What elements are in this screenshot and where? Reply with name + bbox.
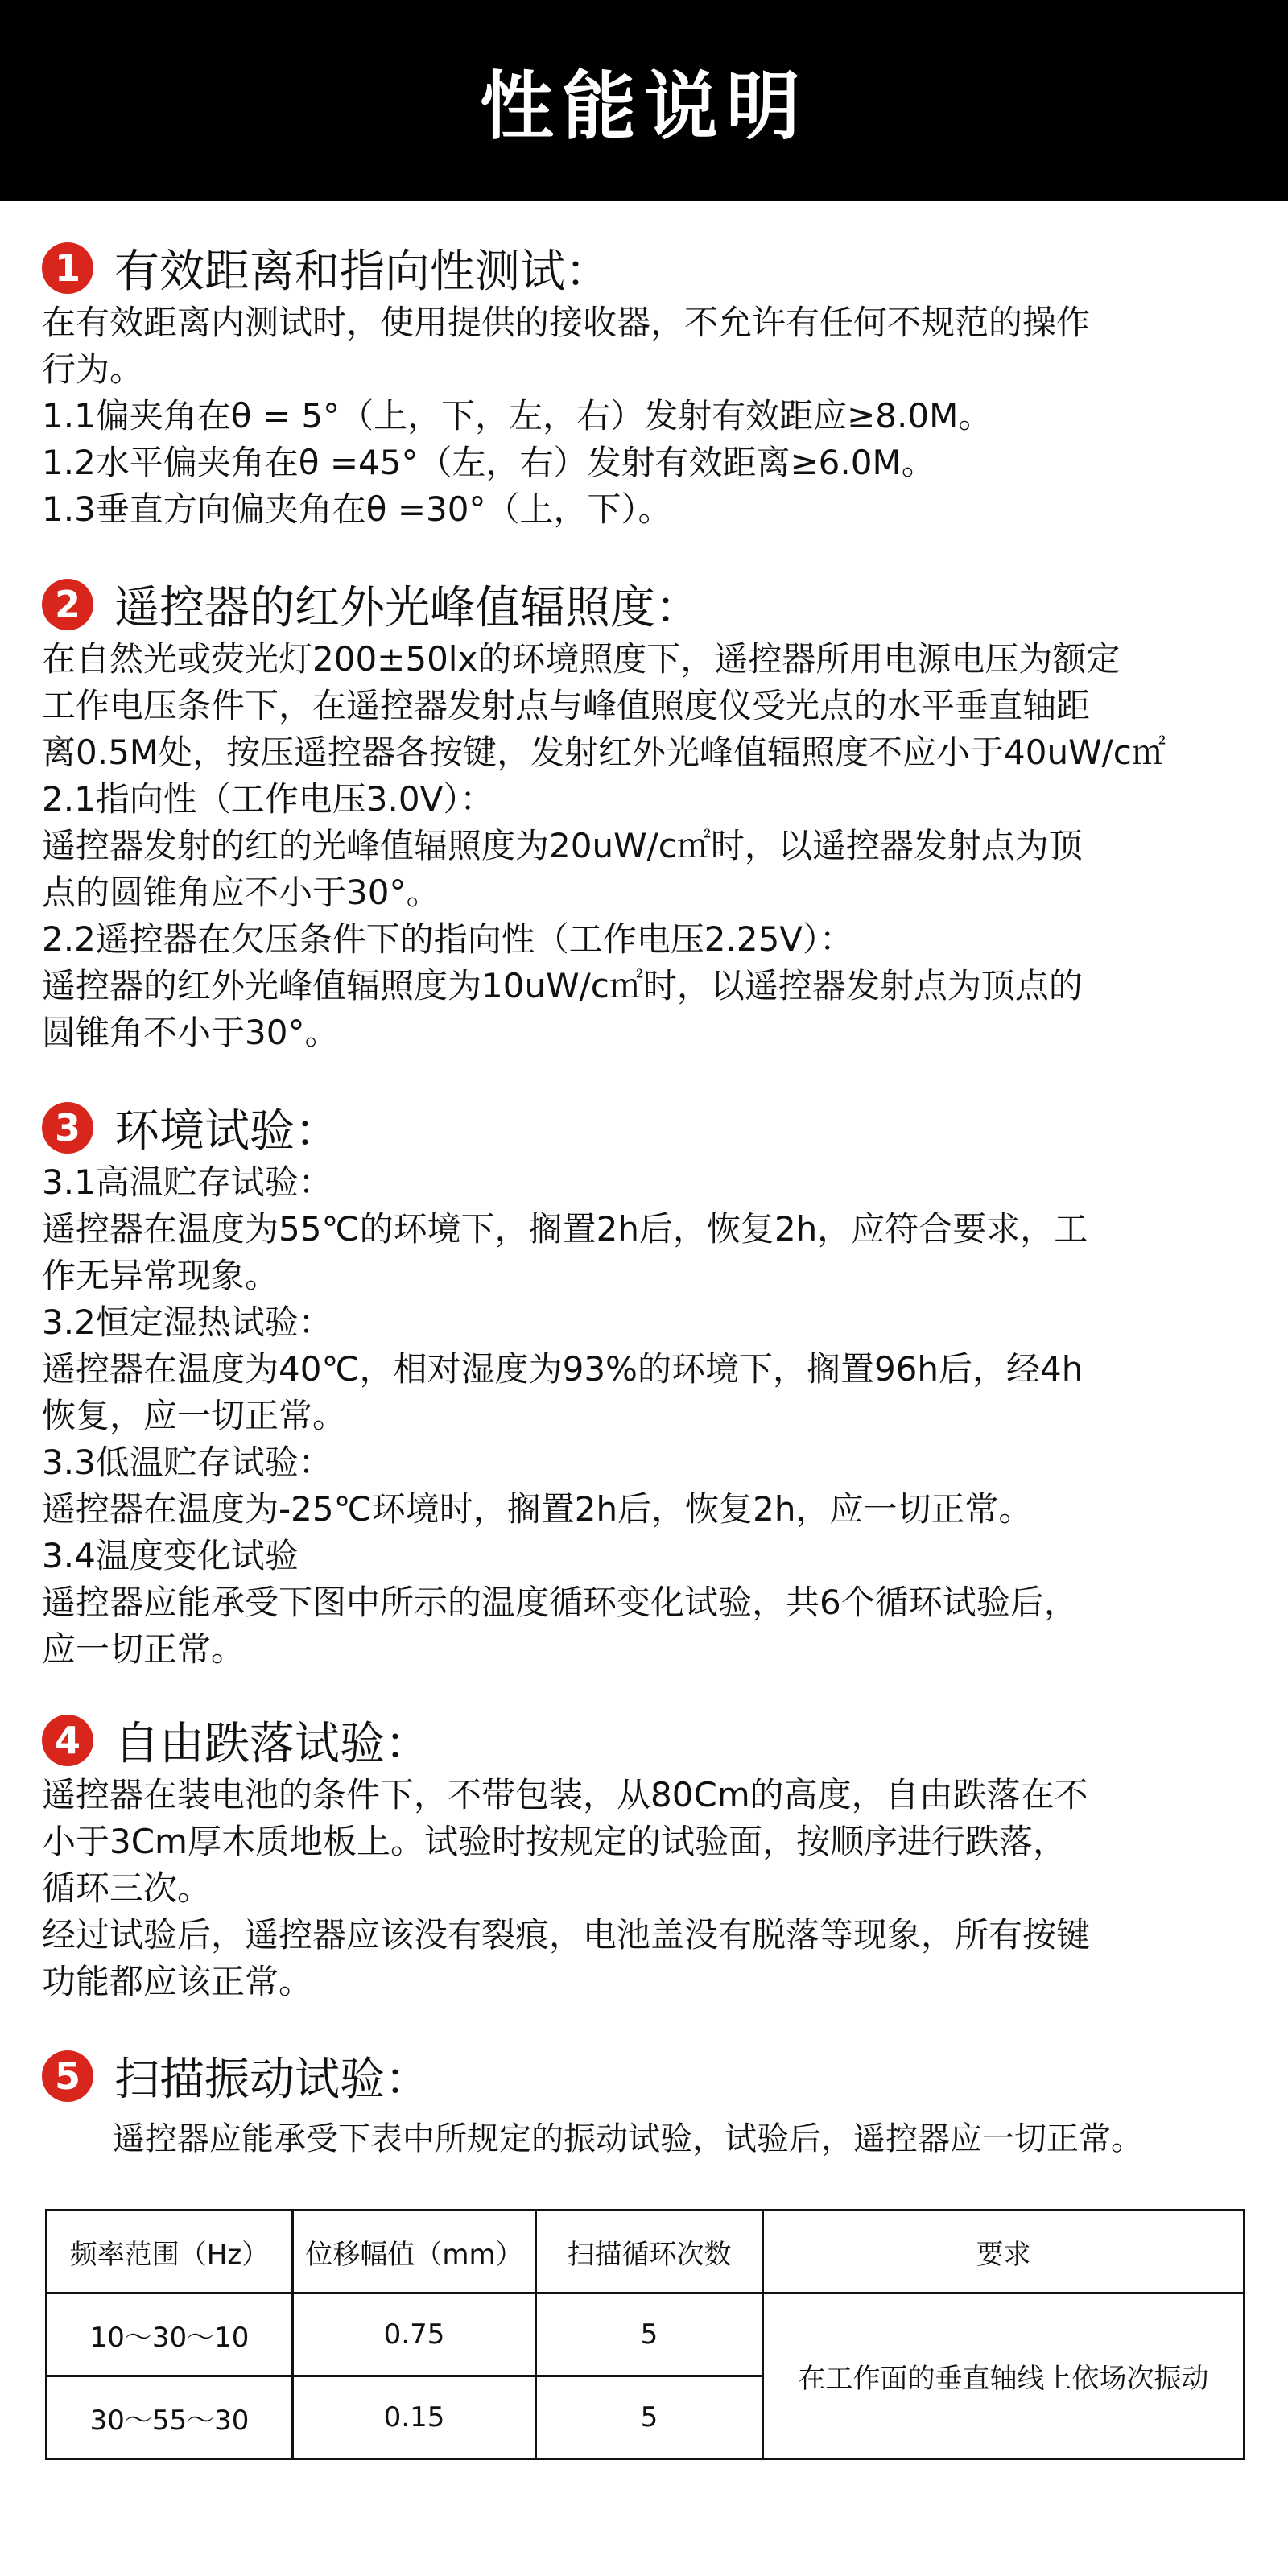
text-line: 遥控器应能承受下图中所示的温度循环变化试验，共6个循环试验后， bbox=[42, 1583, 1078, 1622]
number-badge-icon: 2 bbox=[42, 579, 93, 630]
table-header-cell: 频率范围（Hz） bbox=[47, 2211, 293, 2293]
table-cell: 5 bbox=[536, 2376, 763, 2459]
page-header bbox=[0, 0, 1288, 201]
section-heading bbox=[42, 237, 1257, 299]
number-badge-icon: 5 bbox=[42, 2050, 93, 2102]
text-line: 3.2恒定湿热试验： bbox=[42, 1302, 332, 1342]
text-line: 3.4温度变化试验 bbox=[42, 1536, 299, 1575]
table-cell: 0.75 bbox=[293, 2293, 536, 2376]
section-title: 遥控器的红外光峰值辐照度： bbox=[114, 582, 700, 634]
text-line: 工作电压条件下，在遥控器发射点与峰值照度仪受光点的水平垂直轴距 bbox=[42, 686, 1091, 725]
table-header-cell: 扫描循环次数 bbox=[536, 2211, 763, 2293]
text-line: 1.1偏夹角在θ = 5°（上，下，左，右）发射有效距应≥8.0M。 bbox=[42, 396, 993, 436]
text-line: 圆锥角不小于30°。 bbox=[42, 1013, 339, 1052]
text-line: 3.3低温贮存试验： bbox=[42, 1443, 332, 1482]
table-header-cell: 要求 bbox=[763, 2211, 1245, 2293]
text-line: 功能都应该正常。 bbox=[42, 1962, 313, 2001]
number-badge-icon: 3 bbox=[42, 1102, 93, 1154]
text-line: 1.2水平偏夹角在θ =45°（左，右）发射有效距离≥6.0M。 bbox=[42, 443, 935, 482]
text-line: 1.3垂直方向偏夹角在θ =30°（上，下）。 bbox=[42, 489, 672, 529]
text-line: 点的圆锥角应不小于30°。 bbox=[42, 873, 440, 912]
table-cell: 5 bbox=[536, 2293, 763, 2376]
number-badge-icon: 1 bbox=[42, 242, 93, 294]
text-line: 循环三次。 bbox=[42, 1868, 212, 1908]
text-line: 离0.5M处，按压遥控器各按键，发射红外光峰值辐照度不应小于40uW/c㎡ bbox=[42, 733, 1166, 772]
section-title: 自由跌落试验： bbox=[114, 1718, 430, 1770]
text-line: 在有效距离内测试时，使用提供的接收器，不允许有任何不规范的操作 bbox=[42, 303, 1091, 342]
section-heading bbox=[42, 573, 1257, 636]
page-title: 性能说明 bbox=[479, 64, 808, 150]
section-heading bbox=[42, 2045, 1257, 2107]
section-infrared-irradiance bbox=[42, 573, 1257, 1056]
table-cell: 0.15 bbox=[293, 2376, 536, 2459]
section-sweep-vibration-test bbox=[42, 2045, 1257, 2107]
section-environment-test bbox=[42, 1096, 1257, 1673]
text-line: 行为。 bbox=[42, 349, 144, 389]
table-header-cell: 位移幅值（mm） bbox=[293, 2211, 536, 2293]
table-header-row bbox=[47, 2211, 1245, 2293]
table-cell: 10～30～10 bbox=[47, 2293, 293, 2376]
section-title: 扫描振动试验： bbox=[114, 2054, 430, 2106]
text-line: 2.1指向性（工作电压3.0V）： bbox=[42, 779, 494, 819]
section-heading bbox=[42, 1709, 1257, 1772]
text-line: 遥控器在温度为55℃的环境下，搁置2h后，恢复2h，应符合要求，工 bbox=[42, 1209, 1088, 1249]
text-line: 遥控器在温度为40℃，相对湿度为93%的环境下，搁置96h后，经4h bbox=[42, 1349, 1084, 1389]
table-row bbox=[47, 2293, 1245, 2376]
section-free-drop-test bbox=[42, 1709, 1257, 2005]
text-line: 恢复，应一切正常。 bbox=[42, 1396, 347, 1435]
section-title: 环境试验： bbox=[114, 1105, 340, 1158]
text-line: 在自然光或荧光灯200±50lx的环境照度下，遥控器所用电源电压为额定 bbox=[42, 639, 1121, 679]
section-heading bbox=[42, 1096, 1257, 1159]
text-line: 遥控器的红外光峰值辐照度为10uW/c㎡时，以遥控器发射点为顶点的 bbox=[42, 966, 1083, 1005]
text-line: 作无异常现象。 bbox=[42, 1256, 279, 1295]
section-title: 有效距离和指向性测试： bbox=[114, 246, 610, 298]
table-cell: 30～55～30 bbox=[47, 2376, 293, 2459]
vibration-table bbox=[45, 2209, 1245, 2460]
requirement-cell: 在工作面的垂直轴线上依场次振动 bbox=[763, 2293, 1245, 2459]
text-line: 经过试验后，遥控器应该没有裂痕，电池盖没有脱落等现象，所有按键 bbox=[42, 1915, 1091, 1955]
text-line: 遥控器发射的红的光峰值辐照度为20uW/c㎡时，以遥控器发射点为顶 bbox=[42, 826, 1083, 865]
vibration-note: 遥控器应能承受下表中所规定的振动试验，试验后，遥控器应一切正常。 bbox=[113, 2120, 1143, 2157]
number-badge-icon: 4 bbox=[42, 1715, 93, 1766]
text-line: 遥控器在温度为-25℃环境时，搁置2h后，恢复2h，应一切正常。 bbox=[42, 1489, 1033, 1529]
section-effective-distance bbox=[42, 237, 1257, 533]
text-line: 遥控器在装电池的条件下，不带包装，从80Cm的高度，自由跌落在不 bbox=[42, 1775, 1088, 1814]
text-line: 应一切正常。 bbox=[42, 1629, 246, 1669]
text-line: 2.2遥控器在欠压条件下的指向性（工作电压2.25V）： bbox=[42, 919, 854, 959]
text-line: 小于3Cm厚木质地板上。试验时按规定的试验面，按顺序进行跌落， bbox=[42, 1822, 1067, 1861]
text-line: 3.1高温贮存试验： bbox=[42, 1162, 332, 1202]
